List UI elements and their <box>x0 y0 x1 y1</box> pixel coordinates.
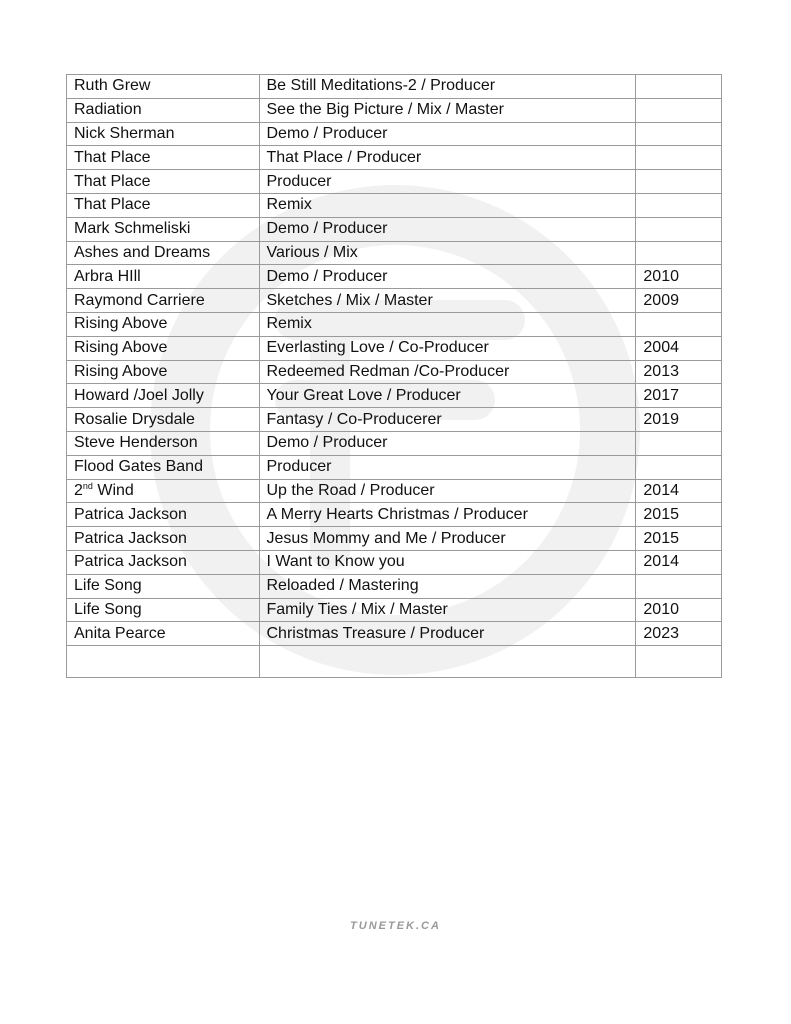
year-cell <box>636 241 722 265</box>
year-cell <box>636 146 722 170</box>
year-cell <box>636 455 722 479</box>
artist-cell: Rising Above <box>67 336 260 360</box>
project-cell: See the Big Picture / Mix / Master <box>259 98 636 122</box>
artist-cell: Howard /Joel Jolly <box>67 384 260 408</box>
project-cell: Sketches / Mix / Master <box>259 289 636 313</box>
year-cell: 2014 <box>636 479 722 503</box>
table-row <box>67 598 722 622</box>
project-cell: Reloaded / Mastering <box>259 574 636 598</box>
year-cell: 2023 <box>636 622 722 646</box>
year-cell: 2013 <box>636 360 722 384</box>
project-cell: Family Ties / Mix / Master <box>259 598 636 622</box>
project-cell: Your Great Love / Producer <box>259 384 636 408</box>
project-cell: Producer <box>259 170 636 194</box>
project-cell: A Merry Hearts Christmas / Producer <box>259 503 636 527</box>
artist-cell: Rosalie Drysdale <box>67 408 260 432</box>
project-cell: Redeemed Redman /Co-Producer <box>259 360 636 384</box>
table-row <box>67 360 722 384</box>
project-cell: Remix <box>259 312 636 336</box>
table-row <box>67 479 722 503</box>
project-cell: Christmas Treasure / Producer <box>259 622 636 646</box>
table-row <box>67 527 722 551</box>
year-cell: 2019 <box>636 408 722 432</box>
artist-cell: Ruth Grew <box>67 75 260 99</box>
table-row <box>67 312 722 336</box>
table-row <box>67 98 722 122</box>
project-cell <box>259 646 636 678</box>
table-row <box>67 289 722 313</box>
year-cell <box>636 431 722 455</box>
table-row <box>67 146 722 170</box>
artist-cell: Rising Above <box>67 360 260 384</box>
project-cell: Up the Road / Producer <box>259 479 636 503</box>
artist-cell: Raymond Carriere <box>67 289 260 313</box>
artist-cell <box>67 479 260 503</box>
project-cell: Everlasting Love / Co-Producer <box>259 336 636 360</box>
table-row <box>67 122 722 146</box>
project-cell: Be Still Meditations-2 / Producer <box>259 75 636 99</box>
year-cell: 2014 <box>636 550 722 574</box>
ordinal-suffix: nd <box>82 480 93 491</box>
artist-cell: Ashes and Dreams <box>67 241 260 265</box>
table-row <box>67 384 722 408</box>
year-cell <box>636 574 722 598</box>
artist-cell: Life Song <box>67 574 260 598</box>
table-row <box>67 550 722 574</box>
year-cell <box>636 75 722 99</box>
table-row <box>67 75 722 99</box>
table-row <box>67 336 722 360</box>
project-cell: I Want to Know you <box>259 550 636 574</box>
year-cell: 2015 <box>636 503 722 527</box>
artist-cell: Nick Sherman <box>67 122 260 146</box>
artist-name-rest: Wind <box>92 481 134 499</box>
table-row <box>67 193 722 217</box>
credits-table <box>66 74 722 678</box>
table-row <box>67 455 722 479</box>
project-cell: Demo / Producer <box>259 217 636 241</box>
project-cell: Demo / Producer <box>259 431 636 455</box>
table-row <box>67 646 722 678</box>
year-cell <box>636 98 722 122</box>
project-cell: Various / Mix <box>259 241 636 265</box>
artist-cell: Steve Henderson <box>67 431 260 455</box>
artist-cell: Patrica Jackson <box>67 527 260 551</box>
year-cell <box>636 646 722 678</box>
year-cell <box>636 193 722 217</box>
year-cell: 2010 <box>636 265 722 289</box>
year-cell: 2017 <box>636 384 722 408</box>
project-cell: Demo / Producer <box>259 265 636 289</box>
artist-cell: Patrica Jackson <box>67 503 260 527</box>
project-cell: Jesus Mommy and Me / Producer <box>259 527 636 551</box>
artist-cell: Life Song <box>67 598 260 622</box>
table-row <box>67 408 722 432</box>
project-cell: Producer <box>259 455 636 479</box>
project-cell: Demo / Producer <box>259 122 636 146</box>
year-cell: 2009 <box>636 289 722 313</box>
table-row <box>67 265 722 289</box>
project-cell: Fantasy / Co-Producerer <box>259 408 636 432</box>
table-row <box>67 217 722 241</box>
footer-logo-text: TUNETEK.CA <box>350 920 441 932</box>
table-row <box>67 241 722 265</box>
year-cell <box>636 170 722 194</box>
table-row <box>67 574 722 598</box>
artist-cell: Mark Schmeliski <box>67 217 260 241</box>
year-cell: 2010 <box>636 598 722 622</box>
year-cell <box>636 217 722 241</box>
artist-cell: Arbra HIll <box>67 265 260 289</box>
year-cell: 2004 <box>636 336 722 360</box>
year-cell <box>636 312 722 336</box>
table-row <box>67 622 722 646</box>
artist-cell: Anita Pearce <box>67 622 260 646</box>
artist-cell: That Place <box>67 146 260 170</box>
artist-cell: That Place <box>67 170 260 194</box>
artist-number: 2 <box>74 481 83 499</box>
artist-cell: Flood Gates Band <box>67 455 260 479</box>
year-cell: 2015 <box>636 527 722 551</box>
table-row <box>67 170 722 194</box>
artist-cell <box>67 646 260 678</box>
project-cell: Remix <box>259 193 636 217</box>
table-row <box>67 431 722 455</box>
table-row <box>67 503 722 527</box>
artist-cell: Rising Above <box>67 312 260 336</box>
artist-cell: Patrica Jackson <box>67 550 260 574</box>
project-cell: That Place / Producer <box>259 146 636 170</box>
year-cell <box>636 122 722 146</box>
artist-cell: That Place <box>67 193 260 217</box>
artist-cell: Radiation <box>67 98 260 122</box>
